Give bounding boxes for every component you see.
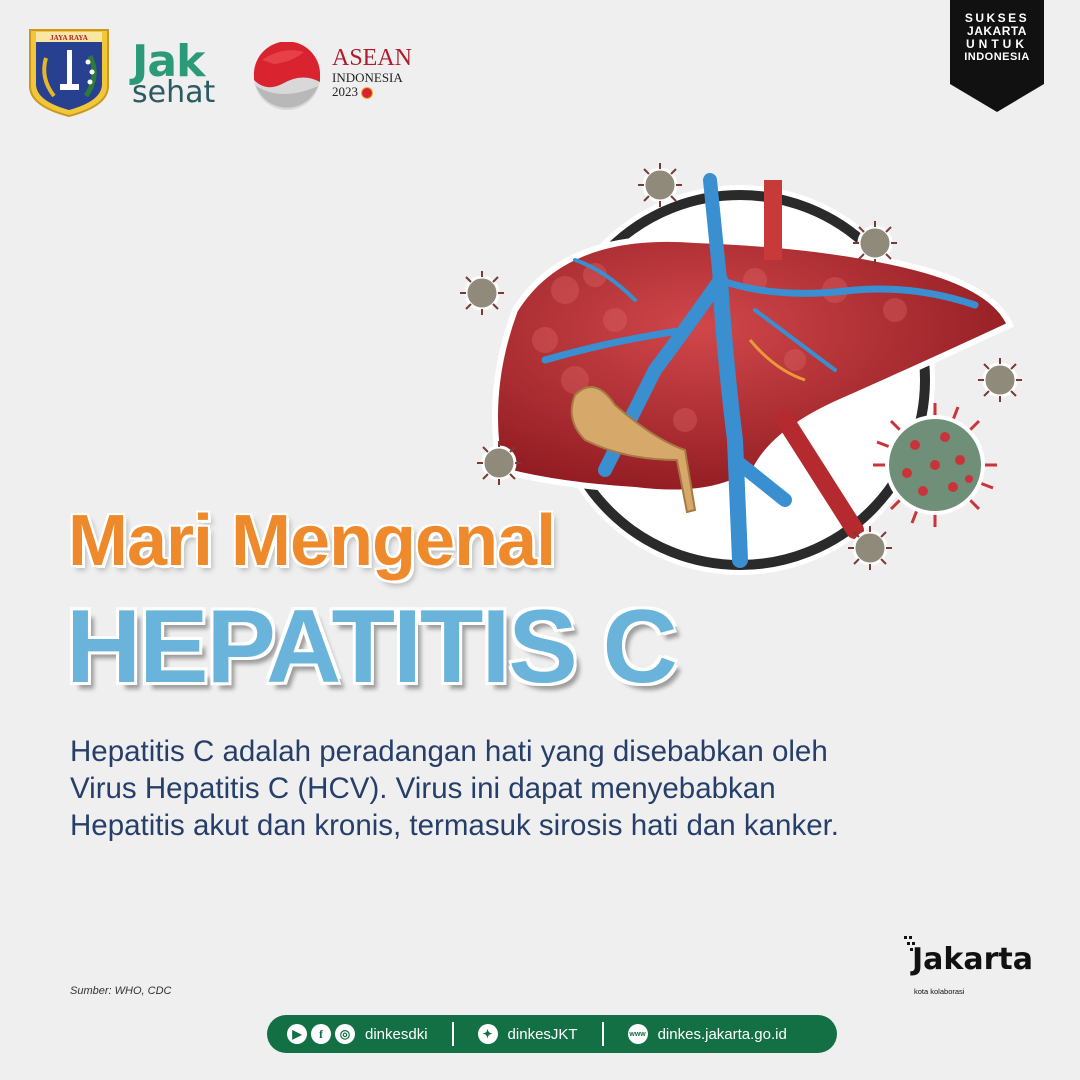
large-virus — [873, 403, 997, 527]
www-icon[interactable]: www — [628, 1024, 648, 1044]
website-link[interactable]: dinkes.jakarta.go.id — [657, 1025, 787, 1043]
description-line: Hepatitis C adalah peradangan hati yang disebabkan oleh — [70, 735, 828, 768]
jakarta-crest-logo — [28, 28, 110, 118]
facebook-icon[interactable]: f — [311, 1024, 331, 1044]
jaksehat-logo — [132, 36, 216, 110]
source-citation: Sumber: WHO, CDC — [70, 985, 172, 997]
social-handle-dinkesjkt[interactable]: dinkesJKT — [507, 1025, 578, 1043]
badge-text: SUKSES JAKARTA UNTUK INDONESIA — [964, 11, 1030, 63]
description-line: Hepatitis akut dan kronis, termasuk sirosis hati dan kanker. — [70, 809, 840, 842]
social-group-dinkesjkt[interactable] — [478, 1024, 578, 1044]
headline-title: HEPATITIS C — [66, 589, 676, 705]
twitter-icon[interactable]: ✦ — [478, 1024, 498, 1044]
jaksehat-logo-top: Jak — [132, 36, 205, 87]
svg-text:JAYA RAYA: JAYA RAYA — [50, 34, 88, 42]
description-line: Virus Hepatitis C (HCV). Virus ini dapat menyebabkan — [70, 772, 776, 805]
asean-indonesia-text — [332, 46, 412, 99]
jakarta-wordmark: Jakarta — [912, 942, 1033, 977]
social-handle-dinkesdki[interactable]: dinkesdki — [365, 1025, 428, 1043]
asean-indonesia-emblem — [252, 42, 322, 112]
description — [70, 733, 990, 844]
asean-emblem-icon — [361, 87, 373, 99]
asean-year: 2023 — [332, 85, 412, 99]
social-divider — [602, 1022, 604, 1046]
instagram-icon[interactable]: ◎ — [335, 1024, 355, 1044]
asean-title: ASEAN — [332, 45, 413, 71]
youtube-icon[interactable]: ▶ — [287, 1024, 307, 1044]
asean-country: INDONESIA — [332, 70, 403, 86]
headline-intro: Mari Mengenal — [68, 501, 556, 581]
social-group-dinkesdki[interactable] — [287, 1024, 428, 1044]
jaksehat-logo-bottom: sehat — [132, 75, 216, 110]
social-group-website[interactable] — [628, 1024, 787, 1044]
jakarta-tagline: kota kolaborasi — [914, 987, 965, 996]
social-media-bar — [267, 1015, 837, 1053]
social-divider — [452, 1022, 454, 1046]
